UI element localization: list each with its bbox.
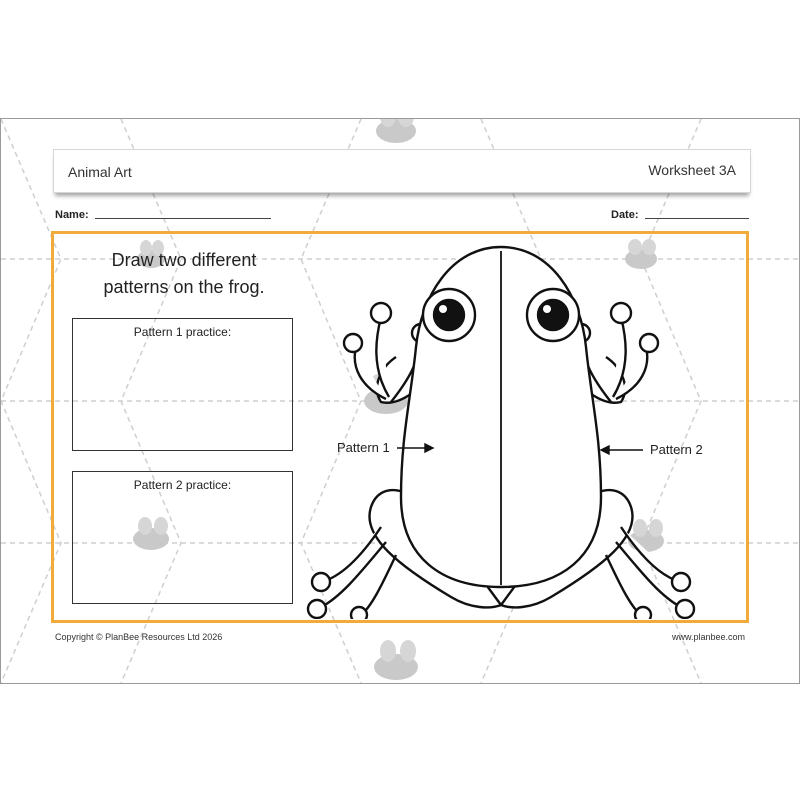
pattern-2-practice-label: Pattern 2 practice: [133,478,232,492]
instruction-text [79,247,289,301]
pattern-1-practice-box[interactable] [72,318,293,451]
name-field[interactable] [55,209,271,221]
date-label: Date: [611,209,639,221]
pattern-1-practice-label: Pattern 1 practice: [133,325,232,339]
worksheet-subject: Animal Art [68,164,132,180]
name-label: Name: [55,209,89,221]
worksheet-page [0,118,800,684]
worksheet-number: Worksheet 3A [648,162,736,178]
date-field[interactable] [611,209,749,221]
copyright-text: Copyright © PlanBee Resources Ltd 2026 [55,632,223,642]
instruction-line-1: Draw two different [111,250,257,270]
worksheet-header [53,149,751,193]
instruction-line-2: patterns on the frog. [103,277,265,297]
date-line[interactable] [645,218,749,219]
pattern-2-practice-box[interactable] [72,471,293,604]
website-text: www.planbee.com [671,632,745,642]
pattern-2-label: Pattern 2 [650,442,703,457]
name-line[interactable] [95,218,271,219]
pattern-1-label: Pattern 1 [337,440,390,455]
frog-outline-illustration[interactable] [301,237,701,619]
